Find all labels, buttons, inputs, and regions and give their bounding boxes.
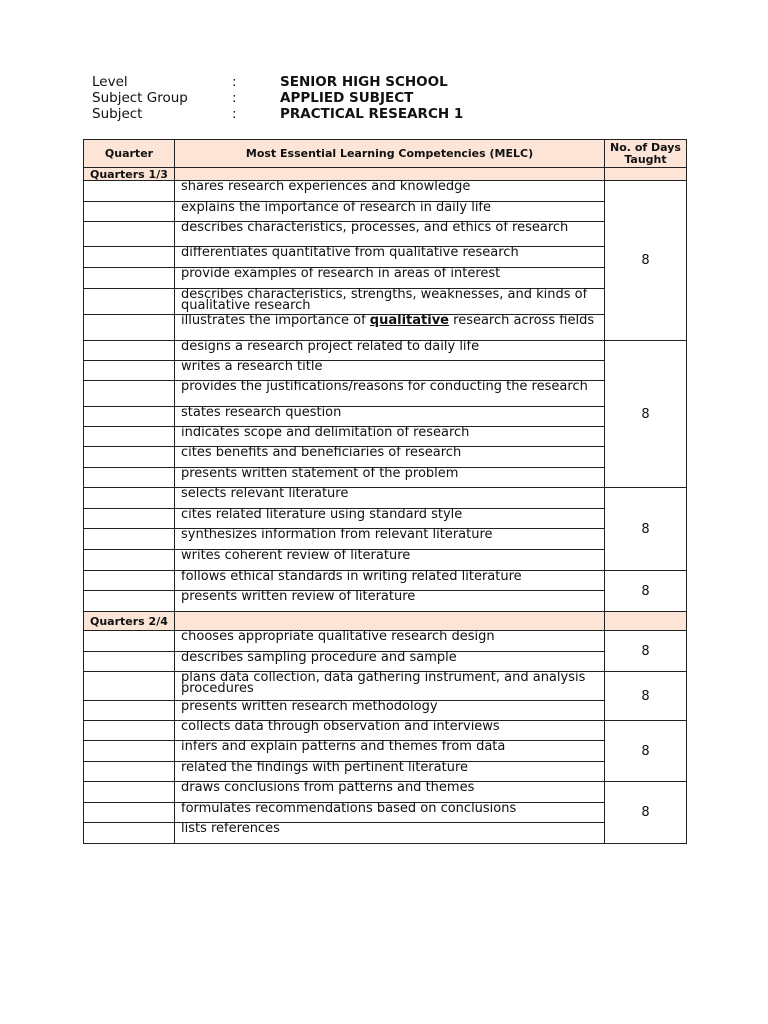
quarter-cell (84, 529, 175, 550)
competency-cell: designs a research project related to daily life (175, 341, 605, 361)
competency-cell: provide examples of research in areas of interest (175, 268, 605, 289)
table-row (84, 652, 687, 672)
table-row (84, 741, 687, 762)
quarter-cell (84, 672, 175, 701)
competency-cell: states research question (175, 407, 605, 427)
quarter-cell (84, 741, 175, 762)
quarter-cell (84, 721, 175, 741)
table-row (84, 407, 687, 427)
competency-cell: writes a research title (175, 361, 605, 381)
competency-text-part: illustrates the importance of (181, 313, 370, 328)
section-empty-cell (605, 612, 687, 631)
level-colon: : (232, 74, 237, 90)
competency-cell: cites benefits and beneficiaries of research (175, 447, 605, 468)
table-row (84, 268, 687, 289)
quarter-cell (84, 468, 175, 488)
table-row (84, 721, 687, 741)
quarter-cell (84, 509, 175, 529)
quarter-cell (84, 222, 175, 247)
subject-label: Subject (92, 106, 143, 122)
quarter-cell (84, 762, 175, 782)
quarter-cell (84, 550, 175, 571)
quarter-cell (84, 591, 175, 612)
days-cell: 8 (605, 721, 687, 782)
table-row (84, 701, 687, 721)
table-row (84, 591, 687, 612)
subject-value: PRACTICAL RESEARCH 1 (280, 106, 464, 122)
days-cell: 8 (605, 341, 687, 488)
competency-cell: infers and explain patterns and themes from data (175, 741, 605, 762)
table-row (84, 550, 687, 571)
competency-text-emphasis: qualitative (369, 313, 449, 328)
column-header-days: No. of Days Taught (605, 140, 687, 168)
table-row (84, 509, 687, 529)
quarter-cell (84, 427, 175, 447)
competency-cell: lists references (175, 823, 605, 844)
quarter-cell (84, 289, 175, 315)
table-row (84, 181, 687, 202)
days-cell: 8 (605, 571, 687, 612)
column-header-quarter: Quarter (84, 140, 175, 168)
competency-cell: follows ethical standards in writing related literature (175, 571, 605, 591)
competency-cell: describes sampling procedure and sample (175, 652, 605, 672)
subject-group-colon: : (232, 90, 237, 106)
competency-cell: writes coherent review of literature (175, 550, 605, 571)
quarter-cell (84, 341, 175, 361)
competency-cell: describes characteristics, strengths, weaknesses, and kinds of qualitative research (175, 289, 605, 315)
section-label-quarters-1-3: Quarters 1/3 (84, 168, 175, 181)
competency-cell (175, 315, 605, 341)
competency-cell: cites related literature using standard style (175, 509, 605, 529)
table-header-row (84, 140, 687, 168)
quarter-cell (84, 782, 175, 803)
quarter-cell (84, 381, 175, 407)
quarter-cell (84, 407, 175, 427)
competency-text-part: research across fields (449, 313, 595, 328)
competency-cell: selects relevant literature (175, 488, 605, 509)
section-row-quarters-2-4 (84, 612, 687, 631)
table-row (84, 823, 687, 844)
table-row (84, 202, 687, 222)
table-row (84, 247, 687, 268)
competency-cell: describes characteristics, processes, and ethics of research (175, 222, 605, 247)
table-row (84, 361, 687, 381)
table-row (84, 488, 687, 509)
quarter-cell (84, 823, 175, 844)
days-cell: 8 (605, 488, 687, 571)
subject-colon: : (232, 106, 237, 122)
table-row (84, 222, 687, 247)
quarter-cell (84, 571, 175, 591)
competency-cell: plans data collection, data gathering instrument, and analysis procedures (175, 672, 605, 701)
competency-cell: indicates scope and delimitation of research (175, 427, 605, 447)
subject-group-label: Subject Group (92, 90, 188, 106)
level-label: Level (92, 74, 128, 90)
quarter-cell (84, 247, 175, 268)
table-row (84, 762, 687, 782)
quarter-cell (84, 447, 175, 468)
days-cell: 8 (605, 181, 687, 341)
table-row (84, 447, 687, 468)
competency-cell: presents written statement of the problem (175, 468, 605, 488)
table-row (84, 631, 687, 652)
competency-cell: explains the importance of research in daily life (175, 202, 605, 222)
level-value: SENIOR HIGH SCHOOL (280, 74, 448, 90)
quarter-cell (84, 652, 175, 672)
quarter-cell (84, 631, 175, 652)
quarter-cell (84, 701, 175, 721)
competency-cell: synthesizes information from relevant literature (175, 529, 605, 550)
quarter-cell (84, 202, 175, 222)
competency-cell: collects data through observation and interviews (175, 721, 605, 741)
competency-cell: draws conclusions from patterns and themes (175, 782, 605, 803)
table-row (84, 672, 687, 701)
table-row (84, 782, 687, 803)
competency-cell: shares research experiences and knowledge (175, 181, 605, 202)
competency-cell: formulates recommendations based on conclusions (175, 803, 605, 823)
melc-table (83, 139, 687, 844)
table-row (84, 529, 687, 550)
table-row (84, 341, 687, 361)
subject-group-value: APPLIED SUBJECT (280, 90, 414, 106)
column-header-melc: Most Essential Learning Competencies (MELC) (175, 140, 605, 168)
table-row (84, 315, 687, 341)
days-cell: 8 (605, 631, 687, 672)
table-row (84, 571, 687, 591)
table-row (84, 803, 687, 823)
quarter-cell (84, 488, 175, 509)
days-cell: 8 (605, 782, 687, 844)
days-cell: 8 (605, 672, 687, 721)
quarter-cell (84, 181, 175, 202)
competency-cell: presents written research methodology (175, 701, 605, 721)
competency-cell: chooses appropriate qualitative research design (175, 631, 605, 652)
quarter-cell (84, 361, 175, 381)
competency-cell: related the findings with pertinent literature (175, 762, 605, 782)
table-row (84, 468, 687, 488)
quarter-cell (84, 803, 175, 823)
table-row (84, 381, 687, 407)
competency-cell: presents written review of literature (175, 591, 605, 612)
section-empty-cell (605, 168, 687, 181)
table-row (84, 289, 687, 315)
section-label-quarters-2-4: Quarters 2/4 (84, 612, 175, 631)
quarter-cell (84, 268, 175, 289)
competency-cell: provides the justifications/reasons for conducting the research (175, 381, 605, 407)
section-empty-cell (175, 612, 605, 631)
quarter-cell (84, 315, 175, 341)
competency-cell: differentiates quantitative from qualitative research (175, 247, 605, 268)
table-row (84, 427, 687, 447)
